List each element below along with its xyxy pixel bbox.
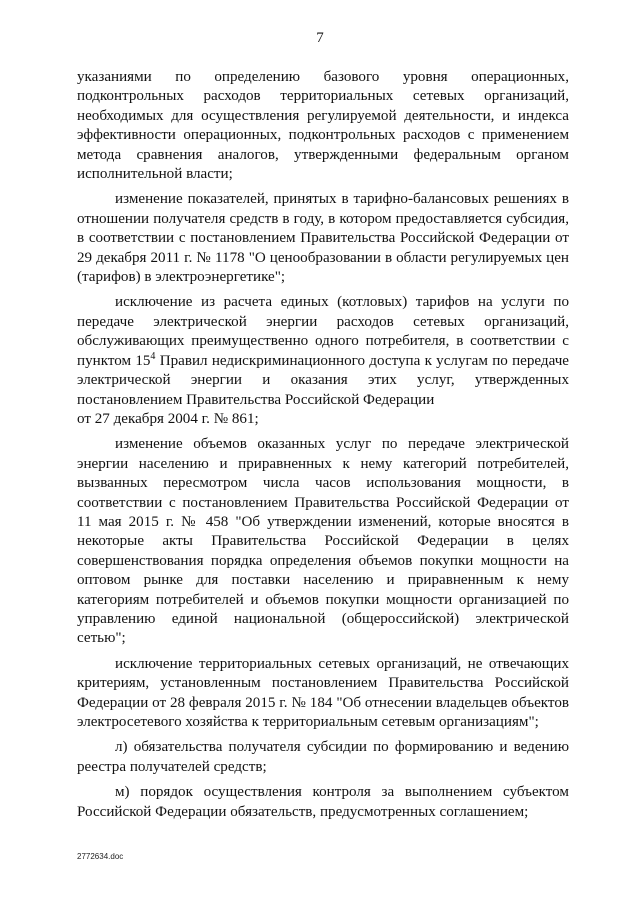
paragraph-3-text-start: исключение из расчета единых (котловых) тарифов на услуги по передаче электрической энергии расходов сетевых организаций, обслуживающих преимущественно одного потребителя, в соответствии с пунктом 15 <box>77 294 569 369</box>
paragraph-7: м) порядок осуществления контроля за выполнением субъектом Российской Федерации обязательств, предусмотренных соглашением; <box>77 784 569 820</box>
paragraph-5: исключение территориальных сетевых организаций, не отвечающих критериям, установленным постановлением Правительства Российской Федерации от 28 февраля 2015 г. № 184 "Об отнесении владельцев объектов электросетевого хозяйства к территориальным сетевым организациям"; <box>77 655 569 730</box>
paragraph-6: л) обязательства получателя субсидии по формированию и ведению реестра получателей средств; <box>77 739 569 775</box>
paragraph-4: изменение объемов оказанных услуг по передаче электрической энергии населению и приравненных к нему категорий потребителей, вызванных пересмотром числа часов использования мощности, в соответствии с постановлением Правительства Российской Федерации от 11 мая 2015 г. № 458 "Об утверждении изменений, которые вносятся в некоторые акты Правительства Российской Федерации в целях совершенствования порядка определения объемов покупки мощности на оптовом рынке для поставки населению и приравненным к нему категориям потребителей и объемов покупки мощности организацией по управлению единой национальной (общероссийской) электрической сетью"; <box>77 436 569 647</box>
paragraph-1: указаниями по определению базового уровня операционных, подконтрольных расходов территориальных сетевых организаций, необходимых для осуществления регулируемой деятельности, и индекса эффективности операционных, подконтрольных расходов с применением метода сравнения аналогов, утвержденными федеральным органом исполнительной власти; <box>77 69 569 183</box>
paragraph-2: изменение показателей, принятых в тарифно-балансовых решениях в отношении получателя средств в году, в котором предоставляется субсидия, в соответствии с постановлением Правительства Российской Федерации от 29 декабря 2011 г. № 1178 "О ценообразовании в области регулируемых цен (тарифов) в электроэнергетике"; <box>77 191 569 286</box>
paragraph-3 <box>77 293 569 429</box>
paragraph-3-superscript: 4 <box>150 350 156 362</box>
document-code: 2772634.doc <box>77 852 124 861</box>
paragraph-3-text-end: Правил недискриминационного доступа к услугам по передаче электрической энергии и оказания этих услуг, утвержденных постановлением Правительства Российской Федерации от 27 декабря 2004 г. № 861; <box>77 352 569 427</box>
page-number: 7 <box>316 30 324 46</box>
document-body <box>77 68 569 822</box>
